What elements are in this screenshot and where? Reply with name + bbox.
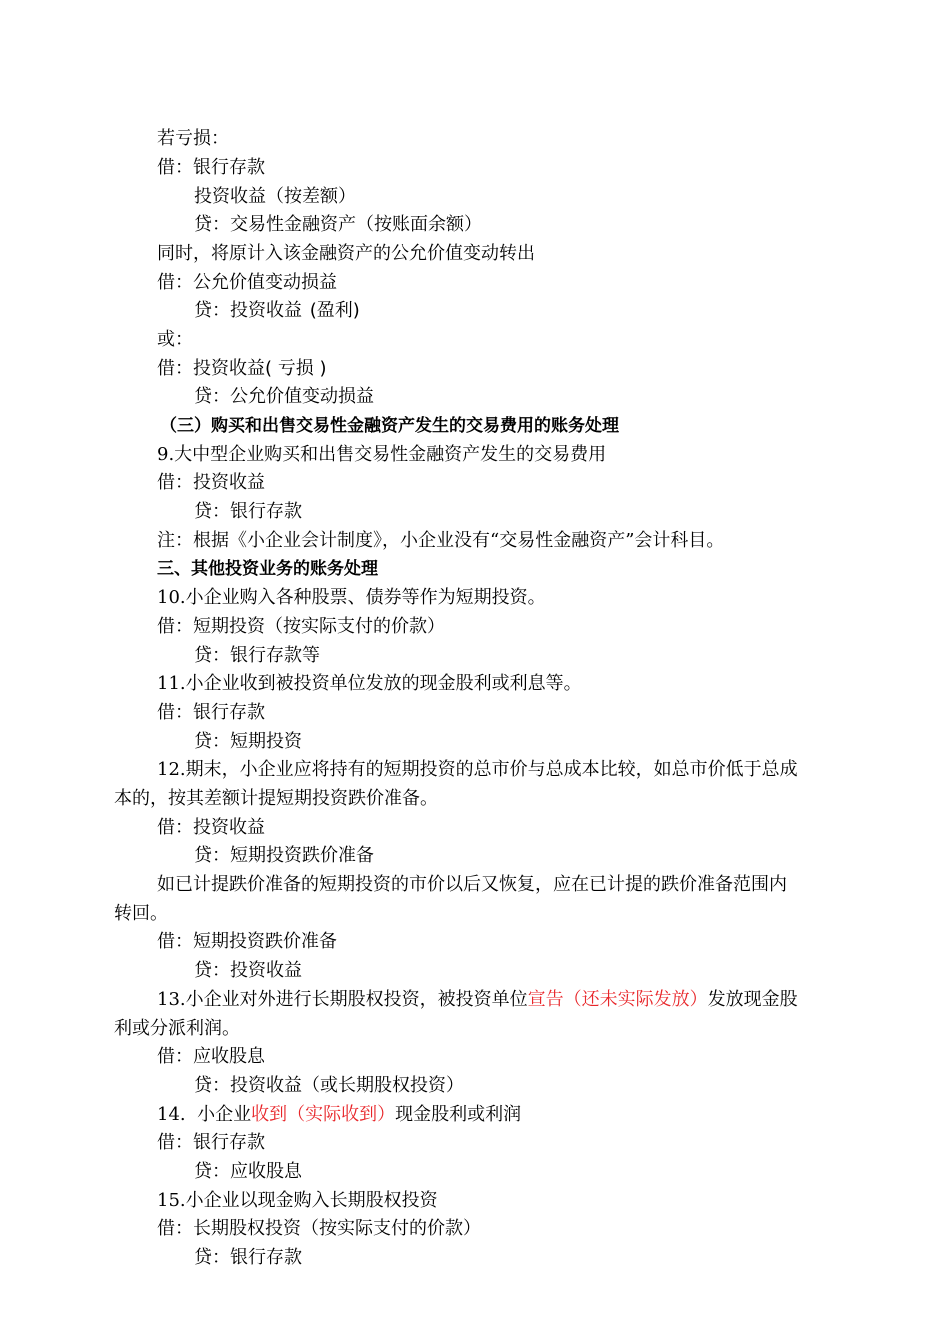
text-line: 借：投资收益	[157, 472, 265, 493]
text-line	[157, 1104, 521, 1126]
text-line: 若亏损：	[157, 128, 229, 149]
text-span: 14. 小企业	[157, 1104, 252, 1125]
text-line	[194, 300, 360, 322]
text-line: 贷：短期投资	[194, 731, 302, 752]
text-line: 本的，按其差额计提短期投资跌价准备。	[114, 788, 438, 809]
text-line: 借：长期股权投资（按实际支付的价款）	[157, 1218, 481, 1239]
section-heading: 三、其他投资业务的账务处理	[157, 559, 378, 579]
highlight-span: 宣告（还未实际发放）	[527, 989, 708, 1010]
text-span: 借：投资收益	[157, 358, 265, 379]
text-line: 借：银行存款	[157, 157, 265, 178]
text-span: 13.小企业对外进行长期股权投资，被投资单位	[157, 989, 528, 1010]
text-line: 转回。	[114, 903, 168, 924]
text-line: 贷：投资收益（或长期股权投资）	[194, 1075, 464, 1096]
text-line: 借：应收股息	[157, 1046, 265, 1067]
text-line: 贷：银行存款	[194, 1247, 302, 1268]
text-line: 借：投资收益	[157, 817, 265, 838]
text-line: 9.大中型企业购买和出售交易性金融资产发生的交易费用	[157, 444, 607, 465]
text-line: 贷：银行存款	[194, 501, 302, 522]
section-heading: （三）购买和出售交易性金融资产发生的交易费用的账务处理	[160, 416, 619, 436]
text-line: 12.期末，小企业应将持有的短期投资的总市价与总成本比较，如总市价低于总成	[157, 759, 798, 780]
text-line: 贷：银行存款等	[194, 645, 320, 666]
text-line: 借：短期投资（按实际支付的价款）	[157, 616, 445, 637]
highlight-span: 收到（实际收到）	[251, 1104, 396, 1125]
text-line: 贷：短期投资跌价准备	[194, 845, 374, 866]
text-line: 15.小企业以现金购入长期股权投资	[157, 1190, 438, 1211]
text-line: 10.小企业购入各种股票、债券等作为短期投资。	[157, 587, 546, 608]
text-line: 借：银行存款	[157, 702, 265, 723]
text-line: 利或分派利润。	[114, 1018, 240, 1039]
text-span: 贷：投资收益	[194, 300, 302, 321]
text-span: ( 亏损 )	[265, 358, 327, 379]
text-line	[157, 358, 327, 380]
text-line: 同时，将原计入该金融资产的公允价值变动转出	[157, 243, 535, 264]
text-line: 借：公允价值变动损益	[157, 272, 337, 293]
text-line: 借：银行存款	[157, 1132, 265, 1153]
text-span: 发放现金股	[707, 989, 798, 1010]
text-line: 贷：公允价值变动损益	[194, 386, 374, 407]
text-span: (盈利)	[309, 300, 360, 321]
text-line: 贷：投资收益	[194, 960, 302, 981]
text-line: 11.小企业收到被投资单位发放的现金股利或利息等。	[157, 673, 582, 694]
text-line: 借：短期投资跌价准备	[157, 931, 337, 952]
text-line: 如已计提跌价准备的短期投资的市价以后又恢复，应在已计提的跌价准备范围内	[157, 874, 787, 895]
note-line: 注：根据《小企业会计制度》，小企业没有“交易性金融资产”会计科目。	[157, 530, 725, 551]
text-line: 或：	[157, 329, 193, 350]
text-line: 投资收益（按差额）	[194, 186, 356, 207]
text-span: 现金股利或利润	[395, 1104, 522, 1125]
text-line: 贷：应收股息	[194, 1161, 302, 1182]
text-line	[157, 989, 798, 1011]
text-line: 贷：交易性金融资产（按账面余额）	[194, 214, 482, 235]
